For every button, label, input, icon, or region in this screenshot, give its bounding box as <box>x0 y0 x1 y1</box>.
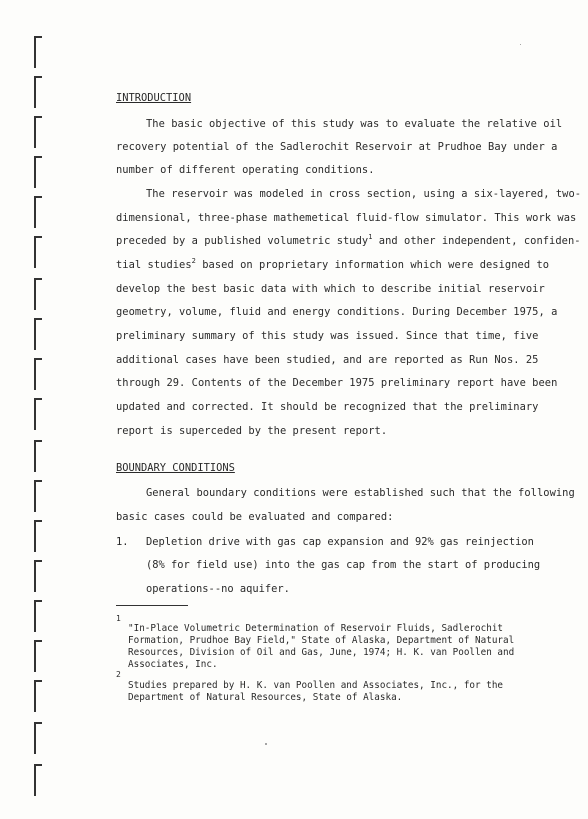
intro-p2-line <box>116 235 581 247</box>
boundary-conditions-heading: BOUNDARY CONDITIONS <box>116 462 235 474</box>
intro-p2-line: through 29. Contents of the December 1975 preliminary report have been <box>116 377 558 389</box>
binder-mark <box>34 560 42 592</box>
binder-mark <box>34 278 42 310</box>
binder-mark <box>34 764 42 796</box>
footnote-line: Department of Natural Resources, State of Alaska. <box>128 692 403 703</box>
binder-mark <box>34 358 42 390</box>
intro-p2-line: geometry, volume, fluid and energy conditions. During December 1975, a <box>116 306 558 318</box>
scan-speck <box>520 44 521 45</box>
intro-p1-line: number of different operating conditions. <box>116 164 375 176</box>
footnote-ref-2: 2 <box>191 257 196 265</box>
boundary-p1-line: General boundary conditions were established such that the following <box>146 487 575 499</box>
intro-p2-text: based on proprietary information which were designed to <box>195 259 550 271</box>
list-item-line: Depletion drive with gas cap expansion and 92% gas reinjection <box>146 536 534 548</box>
intro-p1-line: recovery potential of the Sadlerochit Reservoir at Prudhoe Bay under a <box>116 141 558 153</box>
list-item-number: 1. <box>116 536 129 548</box>
footnote-number: 2 <box>116 670 121 679</box>
list-item-line: operations--no aquifer. <box>146 583 290 595</box>
intro-p2-line: report is superceded by the present report. <box>116 425 388 437</box>
intro-p2-line: preliminary summary of this study was issued. Since that time, five <box>116 330 539 342</box>
binder-mark <box>34 722 42 754</box>
scan-speck <box>265 743 267 745</box>
list-item-line: (8% for field use) into the gas cap from the start of producing <box>146 559 541 571</box>
intro-p2-text: preceded by a published volumetric study <box>116 235 369 247</box>
binder-mark <box>34 520 42 552</box>
intro-p2-text: tial studies <box>116 259 192 271</box>
binder-mark <box>34 76 42 108</box>
binder-margin-marks <box>34 28 48 818</box>
binder-mark <box>34 36 42 68</box>
intro-p2-text: and other independent, confiden- <box>372 235 581 247</box>
binder-mark <box>34 196 42 228</box>
binder-mark <box>34 116 42 148</box>
intro-p2-line: dimensional, three-phase mathemetical fluid-flow simulator. This work was <box>116 212 577 224</box>
intro-p2-line: develop the best basic data with which to describe initial reservoir <box>116 283 545 295</box>
binder-mark <box>34 480 42 512</box>
intro-p1-line: The basic objective of this study was to evaluate the relative oil <box>146 118 563 130</box>
intro-p2-line: updated and corrected. It should be recognized that the preliminary <box>116 401 539 413</box>
binder-mark <box>34 398 42 430</box>
footnote-line: Formation, Prudhoe Bay Field," State of Alaska, Department of Natural <box>128 635 515 646</box>
footnote-line: Studies prepared by H. K. van Poollen and Associates, Inc., for the <box>128 680 504 691</box>
binder-mark <box>34 156 42 188</box>
binder-mark <box>34 440 42 472</box>
footnote-divider <box>116 605 188 606</box>
footnote-line: Resources, Division of Oil and Gas, June, 1974; H. K. van Poollen and <box>128 647 515 658</box>
boundary-p1-line: basic cases could be evaluated and compared: <box>116 511 394 523</box>
binder-mark <box>34 318 42 350</box>
binder-mark <box>34 640 42 672</box>
footnote-number: 1 <box>116 614 121 623</box>
binder-mark <box>34 680 42 712</box>
intro-p2-line: additional cases have been studied, and are reported as Run Nos. 25 <box>116 354 539 366</box>
footnote-line: Associates, Inc. <box>128 659 218 670</box>
binder-mark <box>34 600 42 632</box>
introduction-heading: INTRODUCTION <box>116 92 192 104</box>
binder-mark <box>34 236 42 268</box>
footnote-line: "In-Place Volumetric Determination of Reservoir Fluids, Sadlerochit <box>128 623 504 634</box>
footnote-ref-1: 1 <box>368 233 373 241</box>
intro-p2-line <box>116 259 549 271</box>
intro-p2-line: The reservoir was modeled in cross section, using a six-layered, two- <box>146 188 582 200</box>
